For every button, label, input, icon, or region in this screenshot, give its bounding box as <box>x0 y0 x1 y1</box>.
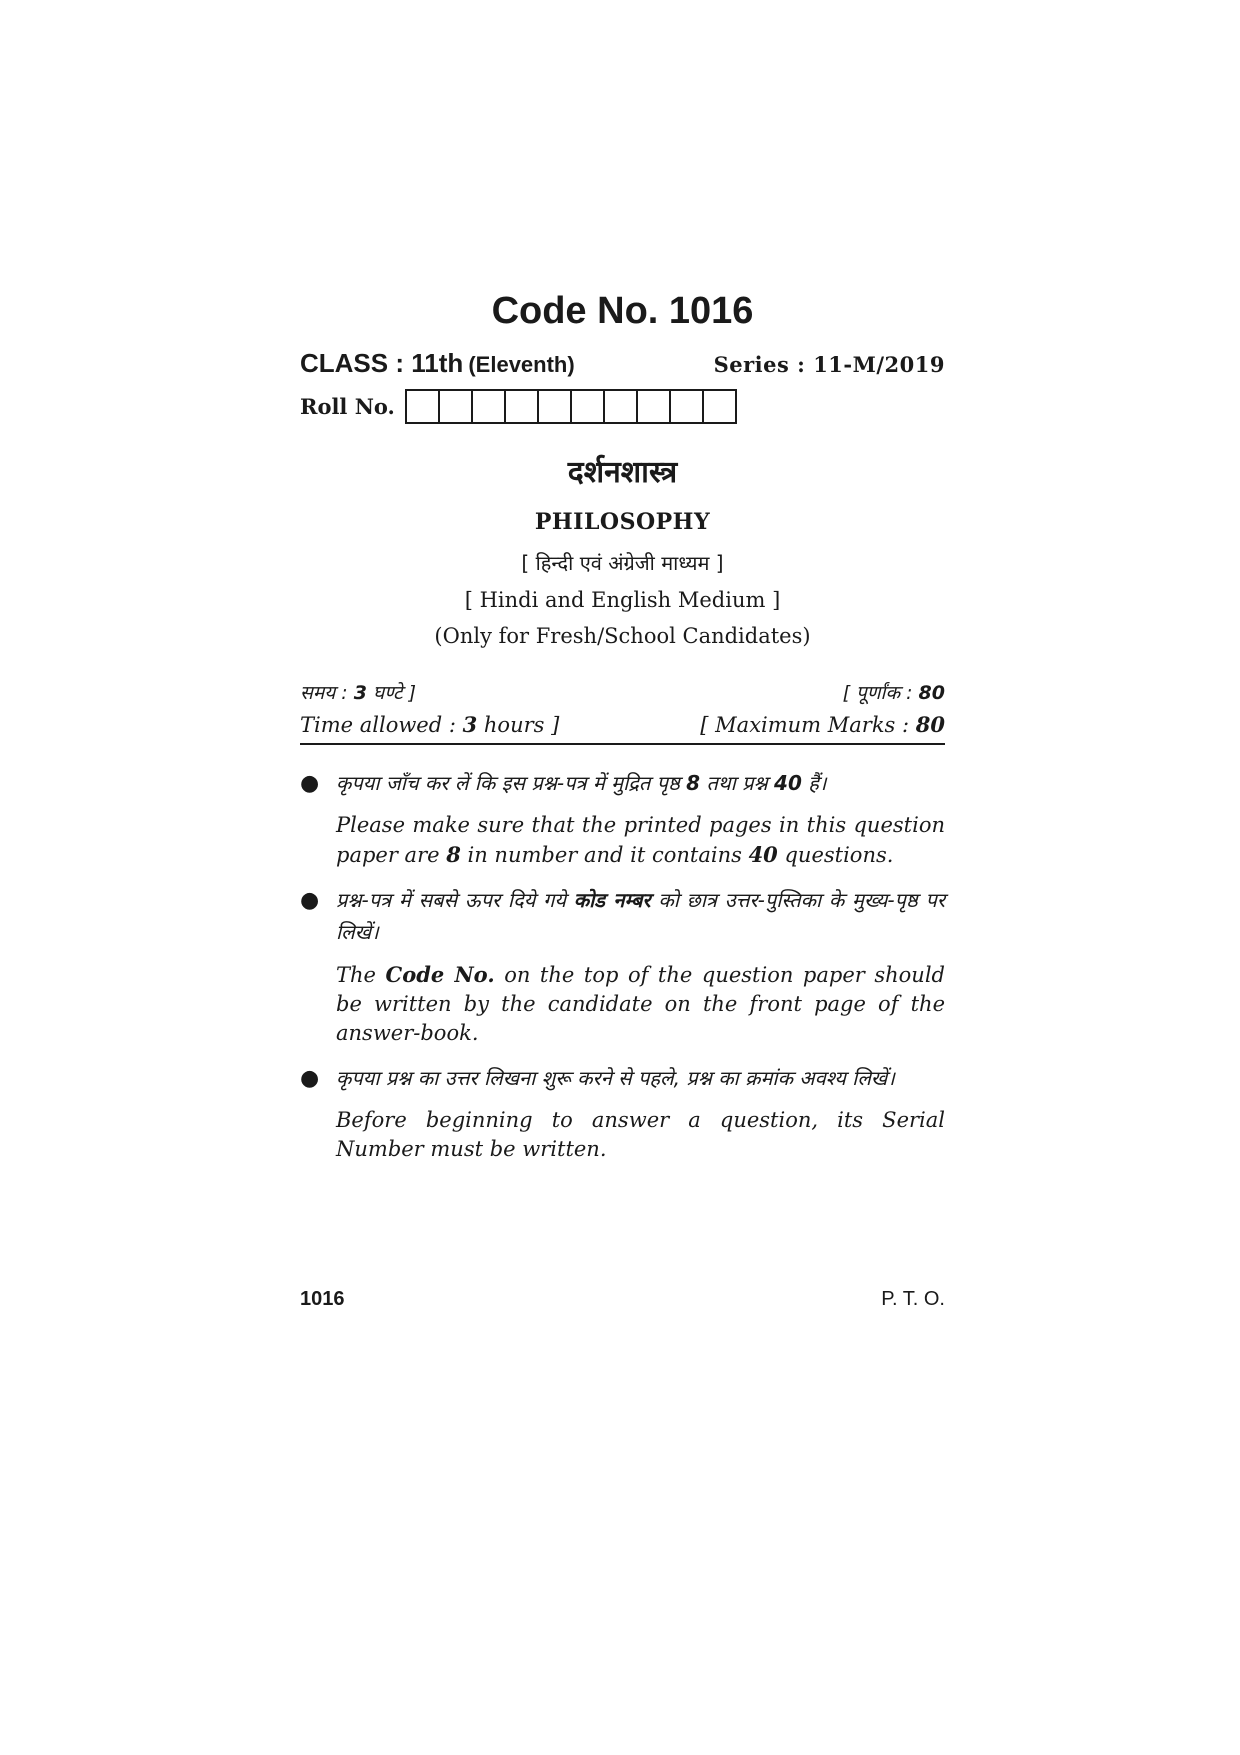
roll-number-boxes <box>405 389 735 424</box>
code-number: Code No. 1016 <box>491 290 754 332</box>
medium-english: [ Hindi and English Medium ] <box>464 588 781 612</box>
page-footer <box>300 1288 945 1311</box>
marks-hindi: [ पूर्णांक : 80 <box>842 682 945 704</box>
roll-number-box[interactable] <box>471 389 506 424</box>
maximum-marks: [ Maximum Marks : 80 <box>700 712 945 737</box>
subject-title-hindi: दर्शनशास्त्र <box>567 455 678 490</box>
series-label: Series : 11-M/2019 <box>713 352 945 377</box>
instruction-hindi: कृपया प्रश्न का उत्तर लिखना शुरू करने से पहले, प्रश्न का क्रमांक अवश्य लिखें। <box>336 1066 895 1090</box>
subject-title-english: PHILOSOPHY <box>534 509 711 535</box>
bullet-icon: ● <box>300 1066 320 1091</box>
roll-number-box[interactable] <box>405 389 440 424</box>
class-paren: (Eleventh) <box>468 352 575 377</box>
roll-number-box[interactable] <box>537 389 572 424</box>
roll-number-label: Roll No. <box>300 394 395 419</box>
class-series-row <box>300 348 945 379</box>
instruction-item <box>300 884 945 1048</box>
roll-number-box[interactable] <box>636 389 671 424</box>
roll-number-box[interactable] <box>603 389 638 424</box>
candidates-note: (Only for Fresh/School Candidates) <box>434 624 811 648</box>
instruction-english: Please make sure that the printed pages in this question paper are 8 in number and it contains 40 questions. <box>336 813 945 867</box>
instructions-list <box>300 767 945 1164</box>
medium-hindi: [ हिन्दी एवं अंग्रेजी माध्यम ] <box>521 551 724 575</box>
instruction-english: Before beginning to answer a question, its Serial Number must be written. <box>336 1108 945 1161</box>
footer-code: 1016 <box>300 1288 345 1310</box>
instruction-item <box>300 1062 945 1164</box>
time-marks-block <box>300 678 945 745</box>
bullet-icon: ● <box>300 888 320 913</box>
class-info <box>300 348 575 379</box>
roll-number-box[interactable] <box>669 389 704 424</box>
roll-number-box[interactable] <box>504 389 539 424</box>
roll-number-box[interactable] <box>702 389 737 424</box>
time-hindi: समय : 3 घण्टे ] <box>300 682 417 704</box>
roll-number-row <box>300 389 945 424</box>
footer-pto: P. T. O. <box>881 1288 945 1310</box>
time-marks-row-english <box>300 709 945 745</box>
instruction-english: The Code No. on the top of the question paper should be written by the candidate on the front page of the answer-book. <box>336 962 945 1045</box>
time-allowed: Time allowed : 3 hours ] <box>300 712 560 737</box>
instruction-item <box>300 767 945 870</box>
instruction-hindi: प्रश्न-पत्र में सबसे ऊपर दिये गये कोड नम्बर को छात्र उत्तर-पुस्तिका के मुख्य-पृष्ठ पर लिखें। <box>336 888 945 944</box>
class-label: CLASS : 11th <box>300 348 464 378</box>
roll-number-box[interactable] <box>570 389 605 424</box>
instruction-hindi: कृपया जाँच कर लें कि इस प्रश्न-पत्र में मुद्रित पृष्ठ 8 तथा प्रश्न 40 हैं। <box>336 771 827 795</box>
question-paper-cover <box>300 280 945 1178</box>
time-marks-row-hindi <box>300 678 945 709</box>
roll-number-box[interactable] <box>438 389 473 424</box>
bullet-icon: ● <box>300 771 320 796</box>
